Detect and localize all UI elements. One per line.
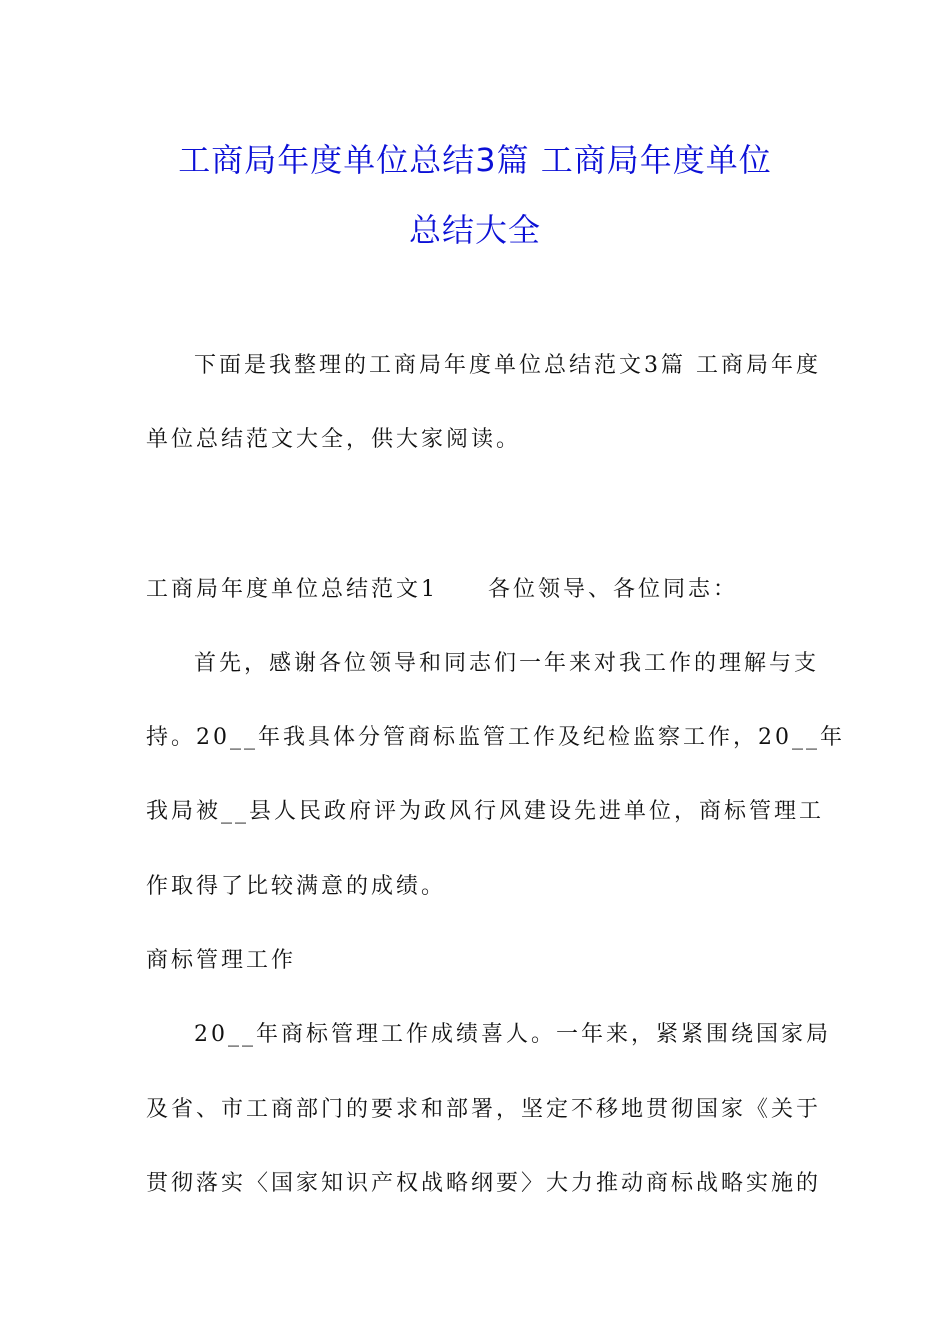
body-line-1: 首先，感谢各位领导和同志们一年来对我工作的理解与支 (194, 651, 820, 676)
body-line-7: 贯彻落实〈国家知识产权战略纲要〉大力推动商标战略实施的 (146, 1171, 822, 1196)
subheading-trademark: 商标管理工作 (146, 948, 297, 973)
section-heading-1: 工商局年度单位总结范文1 各位领导、各位同志： (146, 577, 738, 602)
body-line-2: 持。20__年我具体分管商标监管工作及纪检监察工作，20__年 (146, 725, 845, 750)
intro-line-2: 单位总结范文大全，供大家阅读。 (146, 427, 522, 452)
intro-line-1: 下面是我整理的工商局年度单位总结范文3篇 工商局年度 (194, 353, 821, 378)
body-line-4: 作取得了比较满意的成绩。 (146, 874, 447, 899)
body-line-3: 我局被__县人民政府评为政风行风建设先进单位，商标管理工 (146, 799, 825, 824)
document-title-line-1: 工商局年度单位总结3篇 工商局年度单位 (178, 141, 772, 179)
body-line-6: 及省、市工商部门的要求和部署，坚定不移地贯彻国家《关于 (146, 1097, 822, 1122)
document-title-line-2: 总结大全 (408, 211, 541, 249)
body-line-5: 20__年商标管理工作成绩喜人。一年来，紧紧围绕国家局 (194, 1022, 831, 1047)
